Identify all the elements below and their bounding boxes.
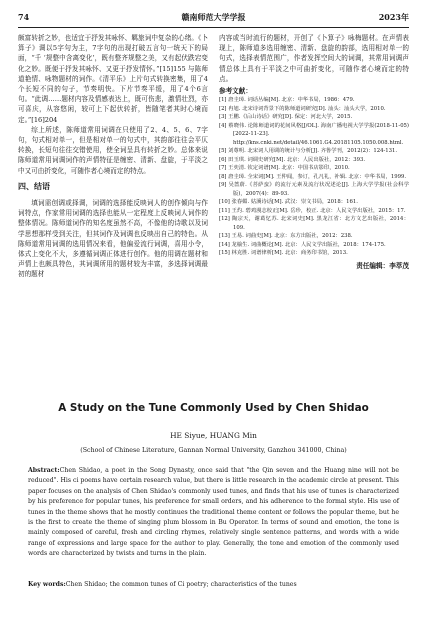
journal-name: 赣南师范大学学报: [181, 12, 246, 22]
reference-item: [1] 唐圭璋. 词话丛编[M]. 北京：中华书局，1986：479.: [219, 97, 355, 104]
english-abstract: [28, 466, 399, 560]
reference-item: [7] 王奕清. 钦定词谱[M]. 北京：中国书店影印，2010.: [219, 165, 350, 172]
page-number: 74: [18, 12, 30, 22]
running-header: [18, 12, 409, 26]
english-authors: HE Siyue, HUANG Min: [170, 431, 257, 440]
body-paragraph: 颇富转折之妙，也适宜于抒发其咏怀、羁旅词中复杂的心绪。《卜算子》调以5字句为主，7字句的出现打破五言句一统天下的局面，“千 ‘规整中含离变化’，既有整齐规整之美，又有起伏跌宕变化之妙。既便于抒发其咏怀、又更于抒发情怀。”[15]155 与陈师道艳情、咏物题材的词作。《清平乐》上片句式转换密集，用了4个长短不同的句子，节奏明快。下片节奏平缓，用了4个6言句。“此调……题材内容及情感表达上，既可伤悲，激情壮烈，亦可喜庆，从容悠闲，较可上下起伏转折，皆随笔者其时心境而定。”[16]204: [18, 34, 208, 124]
reference-item: [12] 陶宗天，谢葛忆苏. 北宋词史[M]. 黑龙江省：北方文艺出版社，2014：109.: [219, 216, 409, 231]
header-rule: [18, 27, 409, 28]
body-paragraph: 内容或当时流行的题材，开创了《卜算子》咏梅题材。在声情表现上，陈师道多选用缠密、清新、盘旋的韵部，选用相对单一的句式，选择表情范围广，作者发挥空间大的词调，其常用词调声情总体上具有于平淡之中可曲折变化，可随作者心境而定的特点。: [219, 34, 409, 83]
reference-item: [5] 刘尊明. 北宋词人用调的统计与分析[J]. 齐鲁学刊，2012(2)：124-131.: [219, 148, 398, 155]
abstract-label: Abstract:: [28, 467, 60, 474]
right-column: [219, 33, 409, 271]
reference-item: [6] 田玉琪. 词调史研究[M]. 北京：人民出版社，2012：393.: [219, 156, 366, 163]
left-column: [18, 33, 208, 280]
english-title: A Study on the Tune Commonly Used by Chen Shidao: [58, 402, 369, 414]
reference-item: [15] 林克胜. 词谱律析[M]. 北京：商务印书馆，2013.: [219, 250, 348, 257]
references-list: [219, 96, 409, 258]
reference-item: [13] 王易. 词曲史[M]. 北京：东方出版社，2012：238.: [219, 233, 353, 240]
reference-item: [3] 王鹏.《后山诗话》研究[D]. 保定：河北大学，2015.: [219, 114, 353, 121]
reference-item: [8] 唐圭璋. 全宋词[M]. 王仲闻，参订，孔凡礼，补辑. 北京：中华书局，1999.: [219, 173, 407, 180]
reference-item: [11] 王灼. 碧鸡漫志校正[M]. 岳珍，校正. 北京：人民文学出版社，2015：17.: [219, 207, 406, 214]
reference-item: [9] 吴蔷蔚.《菩萨蛮》的流行元素及流行状况述论[J]. 上海大学学报(社会科学版)，2007(4)：89-93.: [219, 182, 409, 197]
reference-item: [4] 蔡晓伟. 论陈师道词的花间风格[J/OL]. 海南广播电视大学学报(2018-11-05)[2022-11-23]. http://kns.cnki.net/detail/46.1061.G4.20181105.1050.008.html.: [219, 122, 409, 146]
journal-year: 2023年: [378, 12, 409, 22]
references-heading: 参考文献：: [219, 87, 252, 96]
english-keywords: [28, 580, 399, 590]
english-affiliation: (School of Chinese Literature, Gannan Normal University, Ganzhou 341000, China): [80, 447, 347, 454]
keywords-label: Key words:: [28, 581, 66, 588]
reference-item: [10] 张春媚. 姑溪诗话[M]. 武汉：崇文书局，2018：161.: [219, 199, 358, 206]
abstract-text: Chen Shidao, a poet in the Song Dynasty, once said that "the Qin seven and the Huang nine will not be reduced". His ci poems have certain research value, but there is little research in the academic circle at present. This paper focuses on the analysis of Chen Shidao's commonly used tunes, and finds that his use of tunes is characterized by his preference for popular tunes, his preference for small orders, and his adherence to the formal style. His use of tunes in the theme shows that he mostly continues the traditional theme content or follows the popular theme, but he is the first to create the theme of singing plum blossom in Bu Operator. In terms of sound and emotion, the tone is mainly composed of careful, fresh and circling rhymes, relatively single sentence patterns, and words with a wide range of expressions and large space for the author to play. Generally, the tone and emotion of the commonly used words are characterized by twists and turns in the plain.: [28, 467, 399, 558]
section-heading: 四、结语: [18, 181, 50, 191]
reference-item: [14] 龙榆生. 词曲概论[M]. 北京：人民文学出版社，2018：174-175.: [219, 241, 386, 248]
responsible-editor: 责任编辑：李萃茂: [356, 261, 409, 270]
body-paragraph: 综上所述，陈师道常用词调在只使用了2、4、5、6、7字句，句式相对单一，但是相对单一的句式中，其韵部往往会平仄转换，长短句往往交错使用，使全词呈具有转折之妙。总体来说陈师道常用词调词作的声情特征是缠密、清新、盘旋，于平淡之中又可由折变化，可随作者心境而定的特点。: [18, 125, 208, 175]
body-paragraph: 填词需创调或择调，词调的选择能反映词人的创作倾向与作词特点，作家常用词调的选择也能从一定程度上反映词人词作的整体情况。陈师道词作的知名度虽然不高，不像他的诗歌以及词学思想那样受到关注，但其词作及词调也反映出自己的特色。从陈师道常用词调的选用情况来看，他偏爱流行词调，喜用小令，体式上变化不大，多遵循词调正体进行创作。他的用调在题材和声情上也颇具特色，其词调所用的题材较为丰富，多选择词调最初的题材: [18, 199, 208, 279]
keywords-text: Chen Shidao; the common tunes of Ci poetry; characteristics of the tunes: [65, 581, 297, 588]
reference-item: [2] 冉旭. 北宋诗词背景下的陈师道词研究[D]. 汕头：汕头大学，2010.: [219, 105, 386, 112]
